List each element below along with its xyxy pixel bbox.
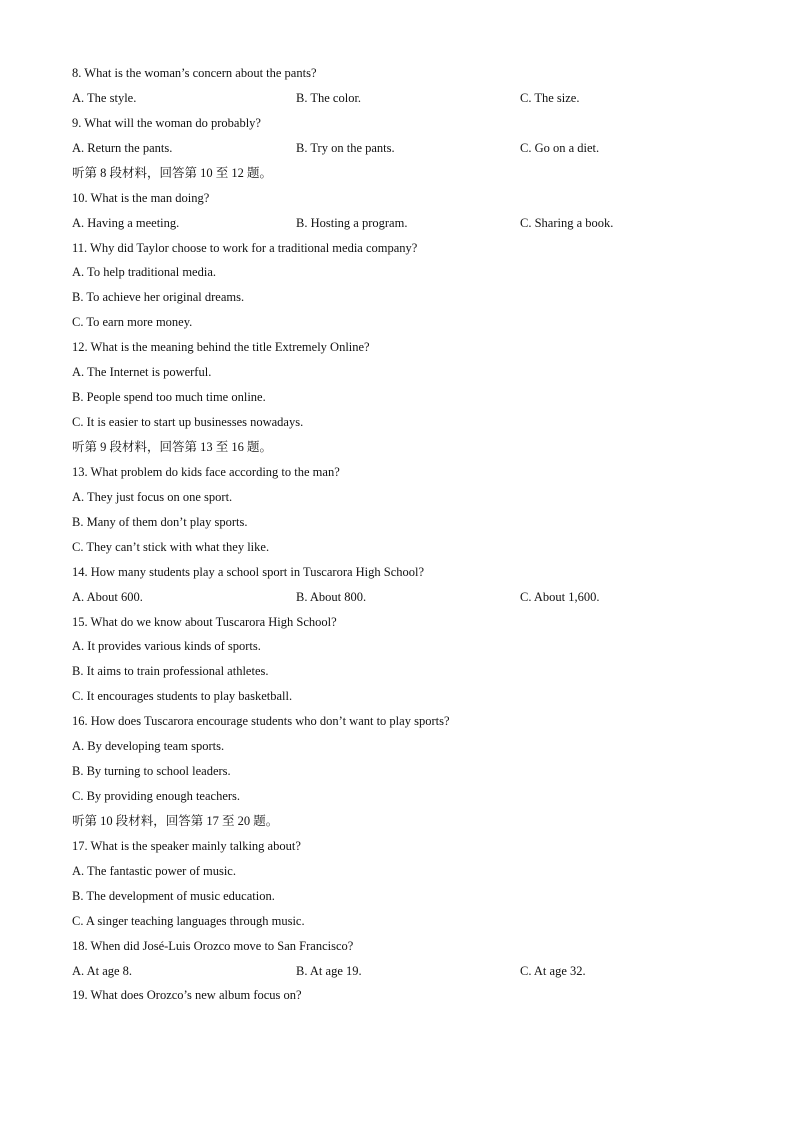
option-text: A. To help traditional media.: [72, 265, 217, 280]
option-text: A. The Internet is powerful.: [72, 365, 212, 380]
question-text: 17. What is the speaker mainly talking about?: [72, 838, 301, 853]
option-c: C. Sharing a book.: [520, 215, 614, 230]
option-text: A. They just focus on one sport.: [72, 489, 233, 504]
option-text: C. It is easier to start up businesses nowadays.: [72, 415, 304, 429]
option-c: C. About 1,600.: [520, 589, 600, 604]
question-text: 14. How many students play a school sport in Tuscarora High School?: [72, 564, 425, 579]
option-text: C. It encourages students to play basketball.: [72, 689, 293, 704]
question-text: 8. What is the woman’s concern about the pants?: [72, 66, 317, 80]
option-a: A. Having a meeting.: [72, 215, 180, 230]
option-text: B. To achieve her original dreams.: [72, 290, 245, 305]
section-instruction: 听第 10 段材料，回答第 17 至 20 题。: [72, 813, 279, 828]
option-text: B. The development of music education.: [72, 888, 275, 903]
option-text: B. It aims to train professional athletes.: [72, 664, 269, 679]
question-text: 9. What will the woman do probably?: [72, 115, 261, 130]
option-text: A. The fantastic power of music.: [72, 863, 236, 878]
option-b: B. Try on the pants.: [296, 140, 395, 155]
question-text: 13. What problem do kids face according to the man?: [72, 464, 340, 479]
option-text: B. By turning to school leaders.: [72, 764, 231, 778]
option-c: C. Go on a diet.: [520, 140, 600, 155]
section-instruction: 听第 9 段材料，回答第 13 至 16 题。: [72, 439, 273, 454]
option-text: B. Many of them don’t play sports.: [72, 514, 248, 529]
option-text: B. People spend too much time online.: [72, 390, 266, 405]
question-text: 11. Why did Taylor choose to work for a traditional media company?: [72, 240, 418, 255]
option-a: A. About 600.: [72, 589, 143, 604]
option-text: C. They can’t stick with what they like.: [72, 539, 270, 554]
question-text: 16. How does Tuscarora encourage students who don’t want to play sports?: [72, 714, 450, 729]
question-text: 12. What is the meaning behind the title Extremely Online?: [72, 340, 370, 355]
option-b: B. At age 19.: [296, 963, 362, 978]
option-b: B. About 800.: [296, 589, 367, 604]
option-text: A. By developing team sports.: [72, 739, 225, 754]
question-text: 19. What does Orozco’s new album focus on?: [72, 988, 302, 1003]
option-b: B. The color.: [296, 90, 362, 105]
question-text: 10. What is the man doing?: [72, 190, 210, 205]
option-a: A. Return the pants.: [72, 140, 173, 155]
question-text: 15. What do we know about Tuscarora High School?: [72, 614, 337, 629]
option-text: C. A singer teaching languages through music.: [72, 913, 305, 928]
option-c: C. The size.: [520, 90, 580, 105]
section-instruction: 听第 8 段材料，回答第 10 至 12 题。: [72, 165, 273, 180]
option-c: C. At age 32.: [520, 963, 586, 978]
question-text: 18. When did José-Luis Orozco move to San Francisco?: [72, 938, 354, 953]
option-b: B. Hosting a program.: [296, 215, 408, 230]
option-text: A. It provides various kinds of sports.: [72, 639, 261, 654]
option-text: C. By providing enough teachers.: [72, 789, 241, 803]
option-a: A. The style.: [72, 90, 137, 105]
option-a: A. At age 8.: [72, 963, 133, 978]
option-text: C. To earn more money.: [72, 315, 193, 330]
